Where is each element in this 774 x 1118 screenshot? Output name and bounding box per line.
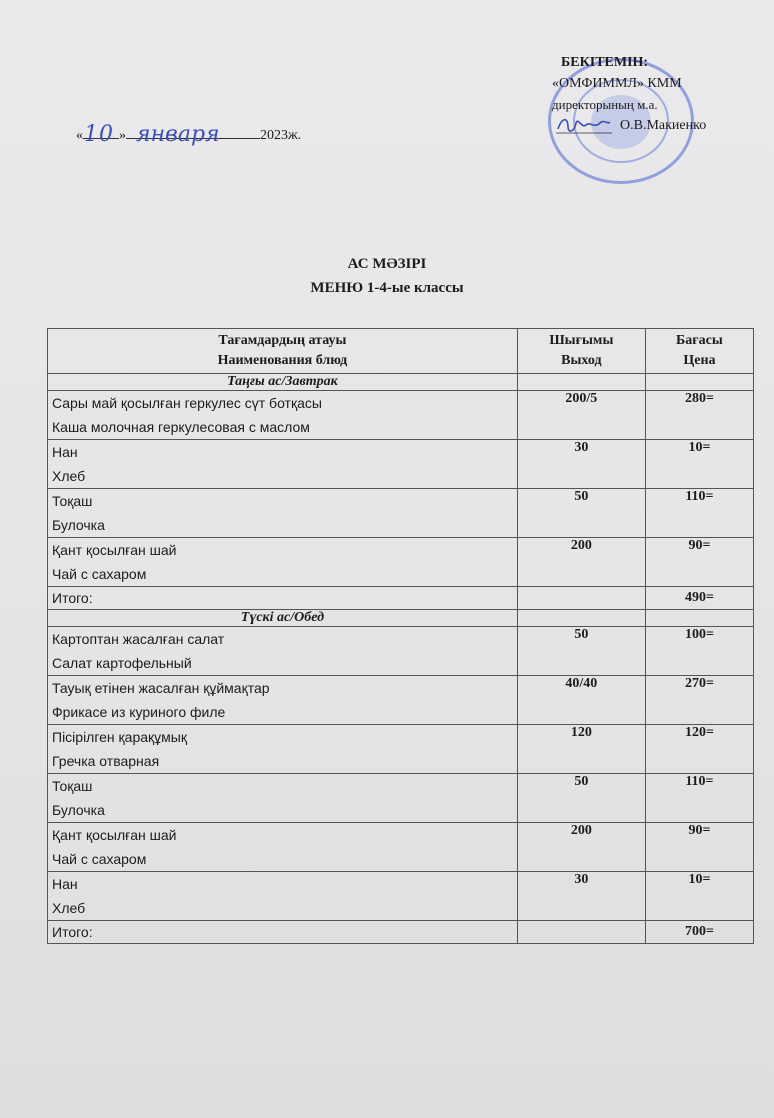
table-row: [48, 440, 754, 489]
table-row: [48, 774, 754, 823]
total-label: Итого:: [48, 587, 518, 610]
dish-name-kz: Тауық етінен жасалған құймақтар: [52, 680, 270, 696]
dish-name-kz: Қант қосылған шай: [52, 827, 177, 843]
header-price-ru: Цена: [683, 353, 716, 368]
header-price-kz: Бағасы: [676, 333, 723, 348]
header-dish-name: [48, 329, 518, 374]
dish-output: 50: [517, 627, 645, 676]
dish-price: 90=: [645, 823, 753, 872]
signature-mark: [556, 113, 612, 137]
dish-name-kz: Тоқаш: [52, 493, 93, 509]
dish-output: 200/5: [517, 391, 645, 440]
dish-output: 200: [517, 823, 645, 872]
dish-name-ru: Чай с сахаром: [52, 566, 147, 582]
table-row: [48, 725, 754, 774]
dish-name-ru: Фрикасе из куриного филе: [52, 704, 226, 720]
header-dish-name-kz: Тағамдардың атауы: [218, 333, 347, 348]
table-row: [48, 538, 754, 587]
date-day-handwritten: 10: [84, 122, 114, 147]
lunch-total-row: [48, 921, 754, 944]
date-close-quote: »: [119, 128, 126, 143]
approval-name: О.В.Макиенко: [620, 118, 707, 133]
table-row: [48, 489, 754, 538]
header-dish-name-ru: Наименования блюд: [217, 353, 348, 368]
dish-name-ru: Булочка: [52, 802, 105, 818]
total-label: Итого:: [48, 921, 518, 944]
section-lunch: [48, 610, 754, 627]
approval-org: «ОМФИММЛ» КММ: [552, 76, 682, 91]
dish-name-ru: Хлеб: [52, 900, 86, 916]
dish-name-kz: Сары май қосылған геркулес сүт ботқасы: [52, 395, 322, 411]
table-row: [48, 391, 754, 440]
approval-heading: БЕКІТЕМІН:: [561, 55, 649, 70]
section-title: Түскі ас/Обед: [48, 610, 518, 627]
section-title: Таңғы ас/Завтрак: [48, 374, 518, 391]
table-row: [48, 823, 754, 872]
dish-price: 100=: [645, 627, 753, 676]
dish-name-ru: Салат картофельный: [52, 655, 192, 671]
approval-role: директорының м.а.: [552, 97, 658, 112]
date-month-handwritten: января: [136, 122, 220, 147]
dish-name-kz: Нан: [52, 444, 78, 460]
menu-table: [47, 328, 754, 944]
date-year: 2023ж.: [260, 128, 302, 143]
dish-output: 40/40: [517, 676, 645, 725]
dish-name-ru: Гречка отварная: [52, 753, 160, 769]
dish-output: 120: [517, 725, 645, 774]
header-output: [517, 329, 645, 374]
dish-name-ru: Каша молочная геркулесовая с маслом: [52, 419, 310, 435]
dish-name-ru: Булочка: [52, 517, 105, 533]
dish-price: 110=: [645, 489, 753, 538]
dish-name-kz: Тоқаш: [52, 778, 93, 794]
dish-name-ru: Чай с сахаром: [52, 851, 147, 867]
menu-title-ru: МЕНЮ 1-4-ые классы: [310, 280, 464, 296]
table-header-row: [48, 329, 754, 374]
dish-price: 10=: [645, 872, 753, 921]
menu-title-kz: АС МӘЗІРІ: [347, 256, 427, 272]
dish-output: 50: [517, 489, 645, 538]
dish-price: 280=: [645, 391, 753, 440]
dish-name-ru: Хлеб: [52, 468, 86, 484]
dish-price: 110=: [645, 774, 753, 823]
table-row: [48, 627, 754, 676]
dish-name-kz: Картоптан жасалған салат: [52, 631, 225, 647]
total-value: 700=: [645, 921, 753, 944]
section-breakfast: [48, 374, 754, 391]
header-price: [645, 329, 753, 374]
table-row: [48, 872, 754, 921]
dish-output: 30: [517, 872, 645, 921]
dish-output: 50: [517, 774, 645, 823]
dish-price: 270=: [645, 676, 753, 725]
dish-output: 200: [517, 538, 645, 587]
header-output-ru: Выход: [561, 353, 602, 368]
dish-name-kz: Нан: [52, 876, 78, 892]
breakfast-total-row: [48, 587, 754, 610]
dish-price: 120=: [645, 725, 753, 774]
dish-price: 10=: [645, 440, 753, 489]
total-value: 490=: [645, 587, 753, 610]
table-row: [48, 676, 754, 725]
dish-name-kz: Қант қосылған шай: [52, 542, 177, 558]
dish-output: 30: [517, 440, 645, 489]
dish-name-kz: Пісірілген қарақұмық: [52, 729, 187, 745]
date-open-quote: «: [76, 128, 83, 143]
dish-price: 90=: [645, 538, 753, 587]
header-output-kz: Шығымы: [549, 333, 614, 348]
